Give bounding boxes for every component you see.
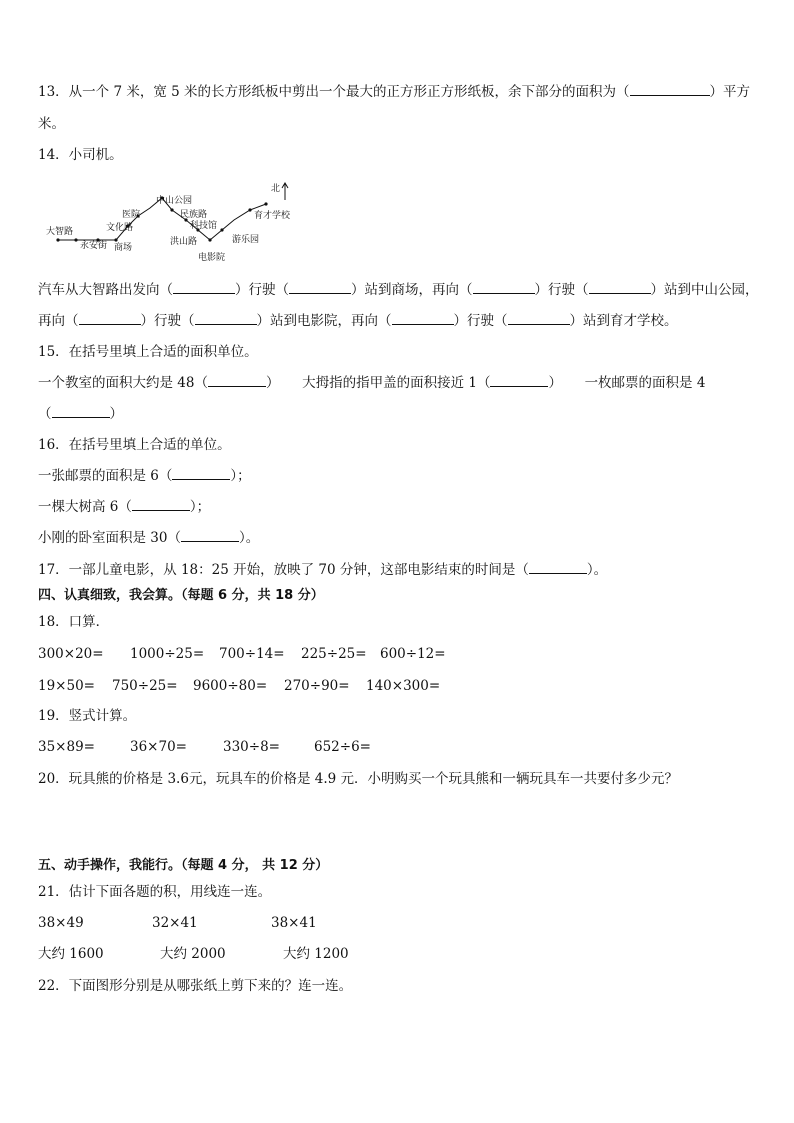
q17-text: ）。 bbox=[586, 562, 608, 578]
answer-blank[interactable] bbox=[392, 312, 454, 325]
q19-title: 19．竖式计算。 bbox=[38, 708, 137, 724]
q22-text: 22．下面图形分别是从哪张纸上剪下来的？连一连。 bbox=[38, 978, 353, 994]
q14-title: 14．小司机。 bbox=[38, 147, 123, 163]
answer-blank[interactable] bbox=[195, 312, 257, 325]
answer-blank[interactable] bbox=[79, 312, 141, 325]
answer-blank[interactable] bbox=[473, 281, 535, 294]
q17-line bbox=[38, 561, 607, 579]
answer-blank[interactable] bbox=[208, 374, 266, 387]
q16-line2 bbox=[38, 498, 210, 516]
calc-item: 700÷14= bbox=[219, 646, 285, 662]
route-map bbox=[38, 180, 308, 266]
q14-line1 bbox=[38, 281, 759, 299]
q16-title: 16．在括号里填上合适的单位。 bbox=[38, 437, 231, 453]
q14-text: ）站到电影院，再向（ bbox=[256, 313, 392, 329]
calc-item: 35×89= bbox=[38, 739, 95, 755]
answer-blank[interactable] bbox=[508, 312, 570, 325]
map-place: 医院 bbox=[122, 210, 141, 220]
calc-item: 9600÷80= bbox=[193, 678, 268, 694]
q14-line2 bbox=[38, 312, 678, 330]
answer-blank[interactable] bbox=[173, 281, 235, 294]
q13-text: 13．从一个 7 米，宽 5 米的长方形纸板中剪出一个最大的正方形正方形纸板，余下部分的面积为（ bbox=[38, 84, 630, 100]
q15-text: 大拇指的指甲盖的面积接近 1（ bbox=[302, 375, 491, 391]
map-place: 商场 bbox=[114, 243, 133, 253]
q16-text: ）； bbox=[230, 468, 251, 484]
q15-title: 15．在括号里填上合适的面积单位。 bbox=[38, 344, 258, 360]
answer-blank[interactable] bbox=[172, 467, 230, 480]
map-place: 大智路 bbox=[46, 227, 74, 237]
map-place: 科技馆 bbox=[190, 221, 218, 231]
answer-blank[interactable] bbox=[52, 405, 110, 418]
map-place: 中山公园 bbox=[156, 196, 193, 206]
calc-item: 600÷12= bbox=[380, 646, 446, 662]
calc-item: 225÷25= bbox=[301, 646, 367, 662]
calc-item: 652÷6= bbox=[314, 739, 371, 755]
map-place: 洪山路 bbox=[170, 237, 198, 247]
calc-item: 140×300= bbox=[366, 678, 441, 694]
q15-text: ） bbox=[265, 375, 280, 391]
q15-text: ） bbox=[109, 406, 123, 422]
q16-text: 小刚的卧室面积是 30（ bbox=[38, 530, 181, 546]
answer-blank[interactable] bbox=[490, 374, 548, 387]
q17-text: 17．一部儿童电影，从 18：25 开始，放映了 70 分钟，这部电影结束的时间是（ bbox=[38, 562, 529, 578]
map-place: 育才学校 bbox=[254, 211, 291, 221]
map-north: 北 bbox=[271, 184, 281, 194]
estimate-item: 大约 1600 bbox=[38, 946, 104, 962]
q14-text: 再向（ bbox=[38, 313, 79, 329]
estimate-item: 38×49 bbox=[38, 915, 84, 931]
section5-heading: 五、动手操作，我能行。（每题 4 分， 共 12 分） bbox=[38, 858, 329, 873]
map-place: 永安街 bbox=[80, 241, 108, 251]
q16-text: 一棵大树高 6（ bbox=[38, 499, 132, 515]
q13-line2: 米。 bbox=[38, 116, 65, 132]
estimate-item: 32×41 bbox=[152, 915, 198, 931]
calc-item: 36×70= bbox=[130, 739, 187, 755]
q15-line2 bbox=[38, 405, 123, 423]
q21-title: 21．估计下面各题的积，用线连一连。 bbox=[38, 884, 272, 900]
q15-text: ） bbox=[548, 375, 562, 391]
map-place: 民族路 bbox=[180, 210, 208, 220]
q14-text: ）站到商场，再向（ bbox=[351, 282, 473, 298]
estimate-item: 38×41 bbox=[271, 915, 317, 931]
estimate-item: 大约 1200 bbox=[283, 946, 349, 962]
calc-item: 750÷25= bbox=[112, 678, 178, 694]
calc-item: 330÷8= bbox=[223, 739, 280, 755]
q16-text: ）。 bbox=[238, 530, 260, 546]
answer-blank[interactable] bbox=[289, 281, 351, 294]
q14-text: ）站到育才学校。 bbox=[569, 313, 678, 329]
map-place: 游乐园 bbox=[232, 235, 260, 245]
map-place: 电影院 bbox=[198, 253, 226, 263]
calc-item: 1000÷25= bbox=[130, 646, 205, 662]
q14-text: ）行驶（ bbox=[140, 313, 195, 329]
q15-text: （ bbox=[38, 406, 52, 422]
answer-blank[interactable] bbox=[181, 529, 239, 542]
q14-text: ）行驶（ bbox=[534, 282, 589, 298]
calc-item: 19×50= bbox=[38, 678, 95, 694]
q15-line1 bbox=[38, 374, 705, 392]
q16-line1 bbox=[38, 467, 251, 485]
q15-text: 一个教室的面积大约是 48（ bbox=[38, 375, 208, 391]
calc-item: 270÷90= bbox=[284, 678, 350, 694]
map-place: 文化路 bbox=[106, 223, 134, 233]
answer-blank[interactable] bbox=[529, 561, 587, 574]
q15-text: 一枚邮票的面积是 4 bbox=[584, 375, 706, 391]
q13-text-end: ）平方 bbox=[709, 84, 751, 100]
q16-text: 一张邮票的面积是 6（ bbox=[38, 468, 173, 484]
q20-text: 20．玩具熊的价格是 3.6元，玩具车的价格是 4.9 元．小明购买一个玩具熊和一辆玩具车一共要付多少元？ bbox=[38, 771, 678, 787]
q13-line1 bbox=[38, 83, 750, 101]
q13-answer-blank[interactable] bbox=[630, 83, 710, 96]
q14-text: ）行驶（ bbox=[235, 282, 289, 298]
q14-text: 汽车从大智路出发向（ bbox=[38, 282, 173, 298]
q16-text: ）； bbox=[189, 499, 211, 515]
section4-heading: 四、认真细致，我会算。（每题 6 分，共 18 分） bbox=[38, 588, 324, 603]
answer-blank[interactable] bbox=[589, 281, 651, 294]
estimate-item: 大约 2000 bbox=[160, 946, 226, 962]
answer-blank[interactable] bbox=[132, 498, 190, 511]
q14-text: ）站到中山公园， bbox=[650, 282, 759, 298]
calc-item: 300×20= bbox=[38, 646, 104, 662]
q16-line3 bbox=[38, 529, 259, 547]
q14-text: ）行驶（ bbox=[453, 313, 508, 329]
q18-title: 18．口算． bbox=[38, 614, 110, 630]
